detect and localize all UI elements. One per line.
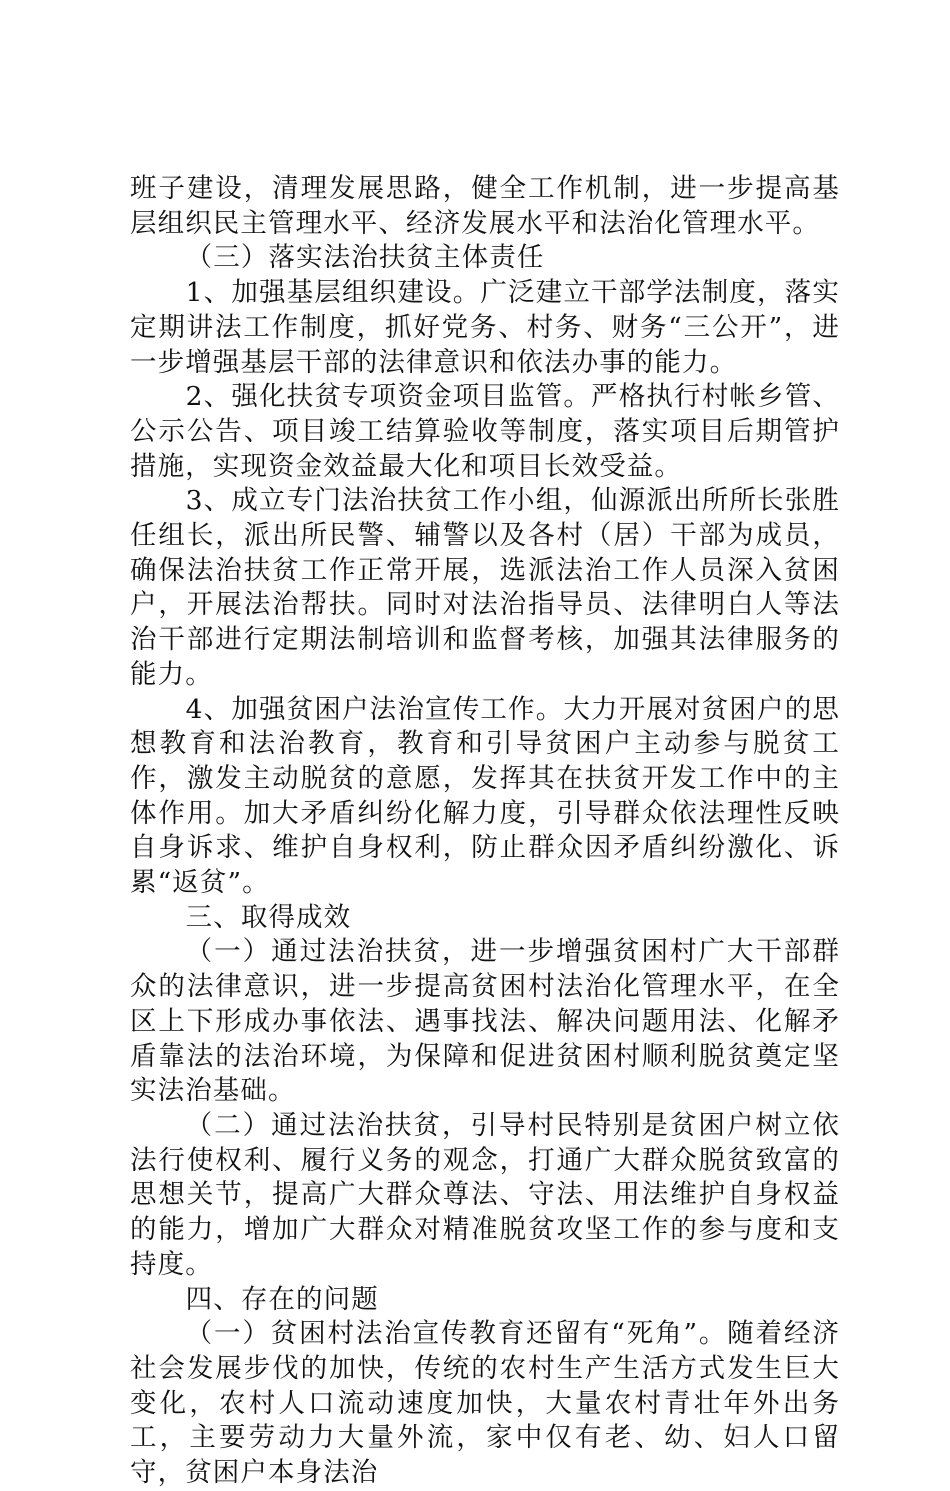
document-body [130, 172, 840, 1491]
paragraph-item-1: 1、加强基层组织建设。广泛建立干部学法制度，落实定期讲法工作制度，抓好党务、村务、财务“三公开”，进一步增强基层干部的法律意识和依法办事的能力。 [130, 277, 840, 378]
paragraph-result-2: （二）通过法治扶贫，引导村民特别是贫困户树立依法行使权利、履行义务的观念，打通广大群众脱贫致富的思想关节，提高广大群众尊法、守法、用法维护自身权益的能力，增加广大群众对精准脱贫攻坚工作的参与度和支持度。 [130, 1109, 840, 1280]
paragraph-problem-1: （一）贫困村法治宣传教育还留有“死角”。随着经济社会发展步伐的加快，传统的农村生产生活方式发生巨大变化，农村人口流动速度加快，大量农村青壮年外出务工，主要劳动力大量外流，家中仅有老、幼、妇人口留守，贫困户本身法治 [130, 1318, 840, 1489]
section-heading-results: 三、取得成效 [185, 901, 352, 933]
paragraph-continuation: 班子建设，清理发展思路，健全工作机制，进一步提高基层组织民主管理水平、经济发展水平和法治化管理水平。 [130, 173, 840, 239]
paragraph-item-3: 3、成立专门法治扶贫工作小组，仙源派出所所长张胜任组长，派出所民警、辅警以及各村（居）干部为成员，确保法治扶贫工作正常开展，选派法治工作人员深入贫困户，开展法治帮扶。同时对法治指导员、法律明白人等法治干部进行定期法制培训和监督考核，加强其法律服务的能力。 [130, 485, 840, 690]
paragraph-item-4: 4、加强贫困户法治宣传工作。大力开展对贫困户的思想教育和法治教育，教育和引导贫困户主动参与脱贫工作，激发主动脱贫的意愿，发挥其在扶贫开发工作中的主体作用。加大矛盾纠纷化解力度，引导群众依法理性反映自身诉求、维护自身权利，防止群众因矛盾纠纷激化、诉累“返贫”。 [130, 693, 840, 899]
paragraph-item-2: 2、强化扶贫专项资金项目监管。严格执行村帐乡管、公示公告、项目竣工结算验收等制度，落实项目后期管护措施，实现资金效益最大化和项目长效受益。 [130, 381, 840, 482]
section-heading-problems: 四、存在的问题 [185, 1283, 379, 1315]
paragraph-result-1: （一）通过法治扶贫，进一步增强贫困村广大干部群众的法律意识，进一步提高贫困村法治化管理水平，在全区上下形成办事依法、遇事找法、解决问题用法、化解矛盾靠法的法治环境，为保障和促进贫困村顺利脱贫奠定坚实法治基础。 [130, 936, 840, 1107]
section-heading-implement-responsibility: （三）落实法治扶贫主体责任 [185, 242, 545, 274]
